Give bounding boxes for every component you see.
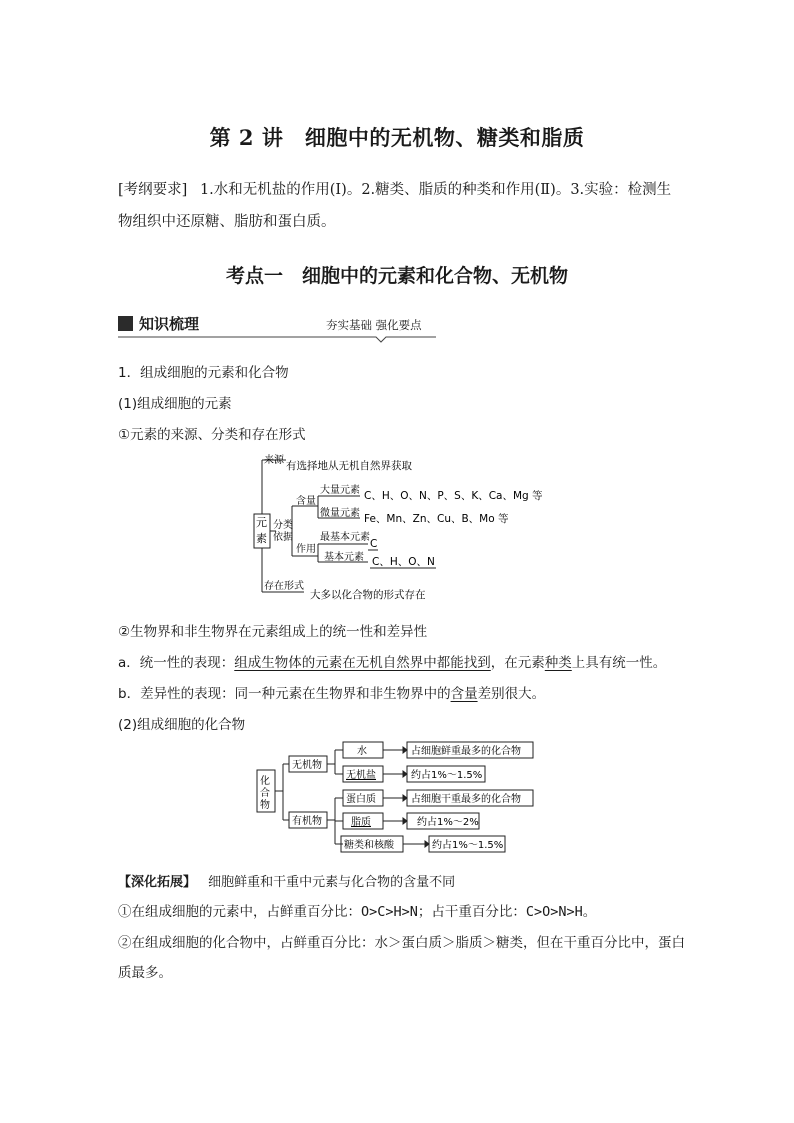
diff-underlined: 含量	[450, 686, 478, 702]
heading-1-1: (1)组成细胞的元素	[118, 396, 232, 412]
diff-prefix: b．差异性的表现：同一种元素在生物界和非生物界中的	[118, 686, 451, 702]
micro-label: 微量元素	[320, 508, 360, 519]
deep-point-1: ①在组成细胞的元素中，占鲜重百分比：O>C>H>N；占干重百分比：C>O>N>H。	[118, 904, 597, 920]
unity-underlined: 组成生物体的元素在无机自然界中都能找到	[234, 655, 491, 671]
deep-label: 【深化拓展】	[118, 875, 197, 890]
water-label: 水	[357, 746, 367, 757]
compound-root-3: 物	[260, 800, 270, 811]
compound-root-1: 化	[260, 776, 270, 787]
diff-suffix: 差别很大。	[477, 686, 546, 702]
page-title: 第 2 讲 细胞中的无机物、糖类和脂质	[209, 125, 585, 150]
lipid-text: 约占1%～2%	[417, 817, 479, 828]
deep-text: 细胞鲜重和干重中元素与化合物的含量不同	[208, 875, 456, 890]
macro-label: 大量元素	[320, 485, 360, 496]
protein-label: 蛋白质	[346, 794, 376, 805]
sugar-text: 约占1%～1.5%	[432, 840, 504, 851]
unity-prefix: a．统一性的表现：	[118, 655, 235, 671]
source-text: 有选择地从无机自然界获取	[286, 460, 412, 472]
unity-mid: ，在元素	[490, 655, 545, 671]
root-label-1: 元	[256, 516, 267, 529]
knowledge-subtitle: 夯实基础 强化要点	[326, 318, 422, 332]
classify-label-1: 分类	[273, 520, 293, 531]
most-basic-text: C	[370, 538, 378, 550]
water-text: 占细胞鲜重最多的化合物	[411, 746, 521, 757]
basic-label: 基本元素	[324, 552, 364, 563]
salt-label: 无机盐	[346, 770, 376, 781]
source-label: 来源	[264, 455, 284, 466]
inorganic-label: 无机物	[292, 760, 322, 771]
form-label: 存在形式	[264, 581, 304, 592]
role-label: 作用	[296, 544, 316, 555]
compounds-diagram	[255, 740, 545, 860]
content-label: 含量	[296, 496, 316, 507]
unity-underlined-2: 种类	[544, 655, 572, 671]
deep-point-2: ②在组成细胞的化合物中，占鲜重百分比：水＞蛋白质＞脂质＞糖类，但在干重百分比中，蛋白质最多。	[118, 935, 685, 981]
heading-1-1-b: ②生物界和非生物界在元素组成上的统一性和差异性	[118, 624, 428, 640]
knowledge-title: 知识梳理	[139, 315, 200, 333]
organic-label: 有机物	[292, 816, 322, 827]
diff-line	[118, 682, 545, 702]
macro-text: C、H、O、N、P、S、K、Ca、Mg 等	[364, 490, 543, 502]
salt-text: 约占1%～1.5%	[411, 770, 483, 781]
elements-diagram	[240, 452, 560, 608]
root-label-2: 素	[256, 532, 267, 545]
micro-text: Fe、Mn、Zn、Cu、B、Mo 等	[364, 513, 509, 525]
section-title: 考点一 细胞中的元素和化合物、无机物	[225, 265, 568, 287]
protein-text: 占细胞干重最多的化合物	[411, 794, 521, 805]
heading-1: 1．组成细胞的元素和化合物	[118, 365, 289, 381]
knowledge-bar-rule	[118, 333, 438, 343]
lipid-label: 脂质	[351, 817, 371, 828]
most-basic-label: 最基本元素	[320, 532, 370, 543]
classify-label-2: 依据	[273, 532, 293, 543]
form-text: 大多以化合物的形式存在	[310, 589, 426, 601]
compound-root-2: 合	[260, 788, 270, 799]
requirements-label: [考纲要求]	[118, 182, 188, 198]
heading-1-2: (2)组成细胞的化合物	[118, 717, 246, 733]
requirements-text: 1.水和无机盐的作用(Ⅰ)。2.糖类、脂质的种类和作用(Ⅱ)。3.实验：检测生物组织中还原糖、脂肪和蛋白质。	[118, 182, 672, 230]
basic-text: C、H、O、N	[372, 556, 435, 568]
deep-extension	[118, 871, 455, 890]
exam-requirements	[118, 174, 683, 238]
unity-suffix: 上具有统一性。	[571, 655, 667, 671]
square-icon	[118, 316, 133, 331]
unity-line	[118, 651, 666, 671]
heading-1-1-a: ①元素的来源、分类和存在形式	[118, 427, 306, 443]
sugar-label: 糖类和核酸	[344, 840, 394, 851]
